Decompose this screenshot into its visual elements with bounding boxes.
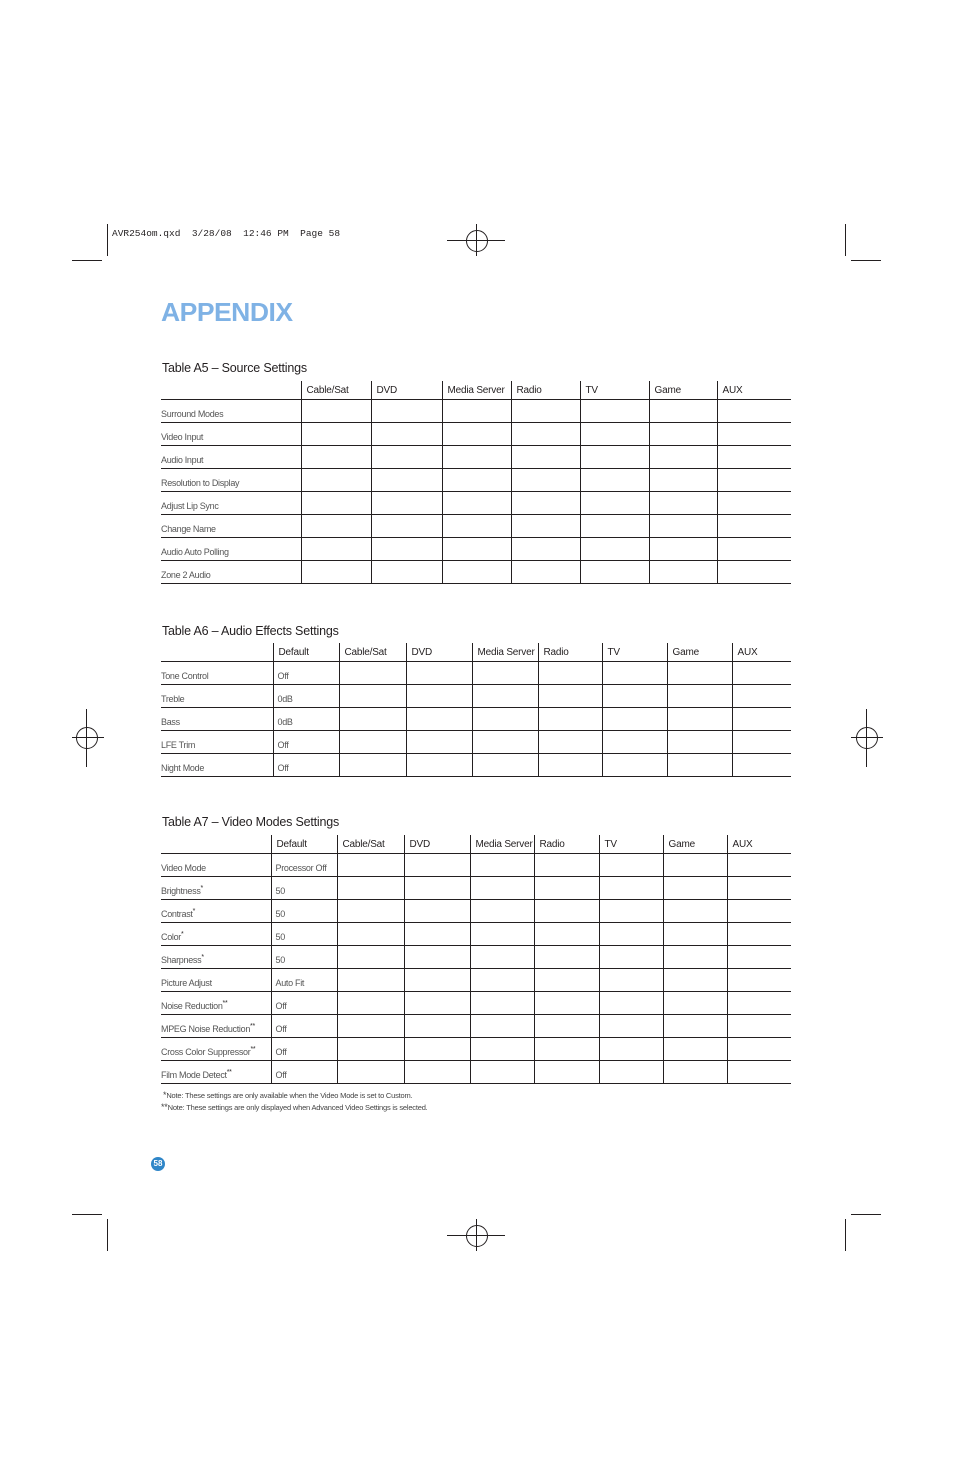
row-label-cell [161, 992, 271, 1015]
table-row [161, 662, 791, 685]
default-value: Off [271, 992, 337, 1015]
table-cell [470, 992, 534, 1015]
row-label: Tone Control [161, 662, 273, 685]
table-cell [663, 900, 727, 923]
footnote-mark: * [163, 1090, 167, 1100]
row-label: Change Name [161, 515, 301, 538]
column-header: Radio [534, 835, 599, 854]
row-label-cell [161, 1038, 271, 1061]
table-cell [649, 538, 717, 561]
table-row [161, 423, 791, 446]
table-cell [663, 923, 727, 946]
table-cell [337, 1038, 404, 1061]
footnote-mark: ** [250, 1023, 255, 1030]
table-cell [538, 708, 602, 731]
table-cell [534, 877, 599, 900]
table-cell [404, 1038, 470, 1061]
table-cell [602, 685, 667, 708]
table-cell [599, 1061, 663, 1084]
table-cell [406, 662, 472, 685]
table-cell [717, 400, 791, 423]
column-header: AUX [732, 643, 791, 662]
table-cell [511, 561, 580, 584]
table-cell [649, 515, 717, 538]
page-number-badge: 58 [151, 1157, 165, 1171]
table-cell [580, 400, 649, 423]
table-cell [649, 492, 717, 515]
table-cell [599, 946, 663, 969]
row-label: Surround Modes [161, 400, 301, 423]
table-cell [406, 754, 472, 777]
table-cell [442, 423, 511, 446]
default-value: 50 [271, 877, 337, 900]
table-a7 [161, 835, 791, 1084]
table-cell [717, 561, 791, 584]
table-cell [727, 877, 791, 900]
table-cell [339, 708, 406, 731]
table-cell [667, 731, 732, 754]
table-cell [534, 1061, 599, 1084]
table-cell [534, 992, 599, 1015]
row-label: Brightness [161, 886, 201, 896]
table-cell [727, 900, 791, 923]
column-header: Cable/Sat [301, 381, 371, 400]
table-cell [404, 946, 470, 969]
table-cell [534, 923, 599, 946]
footnote-mark: * [181, 931, 184, 938]
table-row [161, 561, 791, 584]
table-row [161, 854, 791, 877]
table-cell [599, 877, 663, 900]
table-cell [538, 685, 602, 708]
table-row [161, 446, 791, 469]
table-cell [472, 685, 538, 708]
table-cell [337, 923, 404, 946]
table-cell [371, 538, 442, 561]
table-cell [649, 446, 717, 469]
table-cell [717, 492, 791, 515]
table-a6 [161, 643, 791, 777]
table-cell [663, 969, 727, 992]
table-cell [580, 423, 649, 446]
table-cell [337, 1015, 404, 1038]
table-row [161, 1061, 791, 1084]
table-cell [442, 515, 511, 538]
table-cell [404, 877, 470, 900]
table-cell [538, 754, 602, 777]
footnote [161, 1102, 428, 1112]
table-cell [663, 877, 727, 900]
table-cell [406, 685, 472, 708]
table-a5 [161, 381, 791, 584]
table-cell [732, 754, 791, 777]
table-cell [732, 731, 791, 754]
table-cell [470, 1015, 534, 1038]
footnote-mark: ** [250, 1046, 256, 1053]
table-cell [717, 538, 791, 561]
table-cell [663, 946, 727, 969]
row-label: Adjust Lip Sync [161, 492, 301, 515]
table-cell [470, 854, 534, 877]
table-header-row [161, 643, 791, 662]
column-header: TV [602, 643, 667, 662]
table-cell [339, 731, 406, 754]
row-label: Picture Adjust [161, 978, 212, 988]
table-cell [442, 446, 511, 469]
table-cell [470, 900, 534, 923]
table-cell [371, 515, 442, 538]
table-cell [534, 969, 599, 992]
column-header: Radio [538, 643, 602, 662]
table-row [161, 400, 791, 423]
table-cell [371, 446, 442, 469]
row-label-cell [161, 946, 271, 969]
crop-mark [851, 260, 881, 261]
table-cell [470, 1038, 534, 1061]
table-row [161, 877, 791, 900]
column-header: Media Server [470, 835, 534, 854]
row-label: Audio Auto Polling [161, 538, 301, 561]
table-cell [580, 446, 649, 469]
table-cell [472, 731, 538, 754]
table-cell [301, 400, 371, 423]
table-cell [727, 969, 791, 992]
row-label: Zone 2 Audio [161, 561, 301, 584]
table-cell [404, 1015, 470, 1038]
row-label: Sharpness [161, 955, 202, 965]
table-a6-caption: Table A6 – Audio Effects Settings [162, 624, 339, 638]
table-cell [599, 1038, 663, 1061]
row-label-cell [161, 900, 271, 923]
table-cell [472, 754, 538, 777]
print-slug: AVR254om.qxd 3/28/08 12:46 PM Page 58 [112, 228, 341, 239]
table-cell [580, 492, 649, 515]
table-cell [599, 992, 663, 1015]
table-cell [404, 900, 470, 923]
crop-mark [851, 1214, 881, 1215]
row-label-cell [161, 854, 271, 877]
row-label: Color [161, 932, 182, 942]
table-cell [663, 992, 727, 1015]
default-value: Off [273, 731, 339, 754]
table-cell [511, 492, 580, 515]
table-cell [371, 423, 442, 446]
table-cell [404, 923, 470, 946]
table-cell [301, 561, 371, 584]
footnote-text: Note: These settings are only displayed when Advanced Video Settings is selected. [167, 1103, 428, 1112]
table-cell [337, 900, 404, 923]
column-header: Media Server [472, 643, 538, 662]
table-cell [442, 492, 511, 515]
default-value: 0dB [273, 708, 339, 731]
row-label: LFE Trim [161, 731, 273, 754]
table-row [161, 1038, 791, 1061]
table-row [161, 969, 791, 992]
table-cell [339, 662, 406, 685]
column-header: AUX [717, 381, 791, 400]
table-cell [649, 469, 717, 492]
table-cell [534, 854, 599, 877]
table-row [161, 946, 791, 969]
table-cell [599, 854, 663, 877]
default-value: Off [271, 1015, 337, 1038]
row-label-cell [161, 1015, 271, 1038]
table-cell [602, 731, 667, 754]
table-cell [301, 492, 371, 515]
default-value: Off [273, 754, 339, 777]
row-label: Noise Reduction [161, 1001, 223, 1011]
table-cell [717, 446, 791, 469]
table-cell [580, 469, 649, 492]
table-cell [337, 854, 404, 877]
table-cell [732, 662, 791, 685]
row-label: Cross Color Suppressor [161, 1047, 251, 1057]
crop-mark [107, 1219, 108, 1251]
table-cell [649, 400, 717, 423]
table-cell [337, 992, 404, 1015]
footnote-mark: ** [161, 1102, 168, 1112]
row-label-cell [161, 1061, 271, 1084]
footnote-mark: * [201, 954, 204, 961]
table-cell [470, 877, 534, 900]
table-cell [301, 446, 371, 469]
row-label: Audio Input [161, 446, 301, 469]
crop-mark [72, 260, 102, 261]
footnote-mark: * [200, 885, 203, 892]
table-cell [442, 469, 511, 492]
table-a7-caption: Table A7 – Video Modes Settings [162, 815, 340, 829]
table-cell [442, 400, 511, 423]
row-label: MPEG Noise Reduction [161, 1024, 251, 1034]
column-header: TV [599, 835, 663, 854]
footnote-mark: ** [226, 1069, 232, 1076]
table-cell [580, 538, 649, 561]
table-cell [534, 1038, 599, 1061]
table-cell [667, 662, 732, 685]
table-cell [727, 854, 791, 877]
table-header-row [161, 835, 791, 854]
table-cell [511, 469, 580, 492]
table-cell [371, 469, 442, 492]
table-cell [511, 423, 580, 446]
column-header: Game [649, 381, 717, 400]
table-row [161, 754, 791, 777]
table-cell [301, 515, 371, 538]
table-row [161, 923, 791, 946]
column-header: Game [663, 835, 727, 854]
column-header: Cable/Sat [339, 643, 406, 662]
table-cell [337, 877, 404, 900]
table-cell [663, 854, 727, 877]
table-cell [337, 946, 404, 969]
default-value: Off [271, 1061, 337, 1084]
table-cell [667, 708, 732, 731]
table-cell [472, 662, 538, 685]
row-label-cell [161, 969, 271, 992]
table-cell [663, 1061, 727, 1084]
table-cell [580, 561, 649, 584]
table-row [161, 708, 791, 731]
table-cell [717, 423, 791, 446]
column-header: Game [667, 643, 732, 662]
table-row [161, 992, 791, 1015]
default-value: Processor Off [271, 854, 337, 877]
table-cell [599, 969, 663, 992]
table-cell [301, 469, 371, 492]
table-cell [511, 515, 580, 538]
table-a5-caption: Table A5 – Source Settings [162, 361, 307, 375]
column-header: Default [271, 835, 337, 854]
table-cell [470, 969, 534, 992]
crop-mark [845, 1219, 846, 1251]
crop-mark [845, 224, 846, 256]
table-cell [649, 561, 717, 584]
table-cell [534, 946, 599, 969]
table-cell [404, 1061, 470, 1084]
default-value: Off [271, 1038, 337, 1061]
table-row [161, 492, 791, 515]
table-cell [667, 754, 732, 777]
table-cell [337, 1061, 404, 1084]
table-row [161, 900, 791, 923]
table-cell [602, 662, 667, 685]
crop-mark [107, 224, 108, 256]
table-cell [727, 923, 791, 946]
row-label: Film Mode Detect [161, 1070, 227, 1080]
column-header: AUX [727, 835, 791, 854]
table-cell [732, 708, 791, 731]
table-cell [511, 400, 580, 423]
table-cell [602, 708, 667, 731]
row-label: Resolution to Display [161, 469, 301, 492]
column-header: DVD [406, 643, 472, 662]
table-cell [717, 515, 791, 538]
table-cell [727, 1061, 791, 1084]
column-header: Media Server [442, 381, 511, 400]
table-cell [717, 469, 791, 492]
table-cell [511, 538, 580, 561]
default-value: 50 [271, 923, 337, 946]
table-cell [371, 400, 442, 423]
default-value: 0dB [273, 685, 339, 708]
table-cell [442, 561, 511, 584]
default-value: Auto Fit [271, 969, 337, 992]
table-row [161, 469, 791, 492]
table-cell [470, 923, 534, 946]
table-cell [404, 854, 470, 877]
table-cell [663, 1038, 727, 1061]
row-label: Contrast [161, 909, 193, 919]
table-cell [339, 685, 406, 708]
table-cell [599, 923, 663, 946]
footnote-mark: * [192, 908, 196, 915]
table-cell [371, 492, 442, 515]
row-label: Treble [161, 685, 273, 708]
table-cell [599, 900, 663, 923]
row-label: Video Input [161, 423, 301, 446]
footnote [163, 1090, 412, 1100]
table-cell [538, 662, 602, 685]
table-cell [727, 992, 791, 1015]
table-cell [472, 708, 538, 731]
table-cell [534, 1015, 599, 1038]
table-cell [442, 538, 511, 561]
table-cell [337, 969, 404, 992]
table-cell [667, 685, 732, 708]
table-cell [371, 561, 442, 584]
row-label-cell [161, 877, 271, 900]
table-cell [406, 708, 472, 731]
footnote-mark: ** [222, 1000, 228, 1007]
table-cell [301, 423, 371, 446]
table-row [161, 538, 791, 561]
table-cell [404, 969, 470, 992]
row-label-cell [161, 923, 271, 946]
crop-mark [72, 1214, 102, 1215]
row-label: Night Mode [161, 754, 273, 777]
table-cell [732, 685, 791, 708]
table-header-row [161, 381, 791, 400]
column-header: Radio [511, 381, 580, 400]
column-header: Default [273, 643, 339, 662]
footnote-text: Note: These settings are only available when the Video Mode is set to Custom. [166, 1091, 413, 1100]
table-row [161, 515, 791, 538]
table-cell [649, 423, 717, 446]
table-cell [301, 538, 371, 561]
table-cell [534, 900, 599, 923]
default-value: Off [273, 662, 339, 685]
table-row [161, 1015, 791, 1038]
default-value: 50 [271, 900, 337, 923]
column-header: DVD [371, 381, 442, 400]
column-header: Cable/Sat [337, 835, 404, 854]
table-row [161, 731, 791, 754]
table-cell [727, 946, 791, 969]
table-cell [404, 992, 470, 1015]
table-cell [602, 754, 667, 777]
page-title: APPENDIX [161, 297, 293, 327]
table-cell [339, 754, 406, 777]
table-cell [406, 731, 472, 754]
table-cell [727, 1015, 791, 1038]
table-cell [538, 731, 602, 754]
table-cell [580, 515, 649, 538]
table-cell [599, 1015, 663, 1038]
row-label: Bass [161, 708, 273, 731]
table-row [161, 685, 791, 708]
table-cell [663, 1015, 727, 1038]
table-cell [470, 946, 534, 969]
default-value: 50 [271, 946, 337, 969]
table-cell [727, 1038, 791, 1061]
column-header: TV [580, 381, 649, 400]
table-cell [511, 446, 580, 469]
row-label: Video Mode [161, 863, 206, 873]
column-header: DVD [404, 835, 470, 854]
table-cell [470, 1061, 534, 1084]
